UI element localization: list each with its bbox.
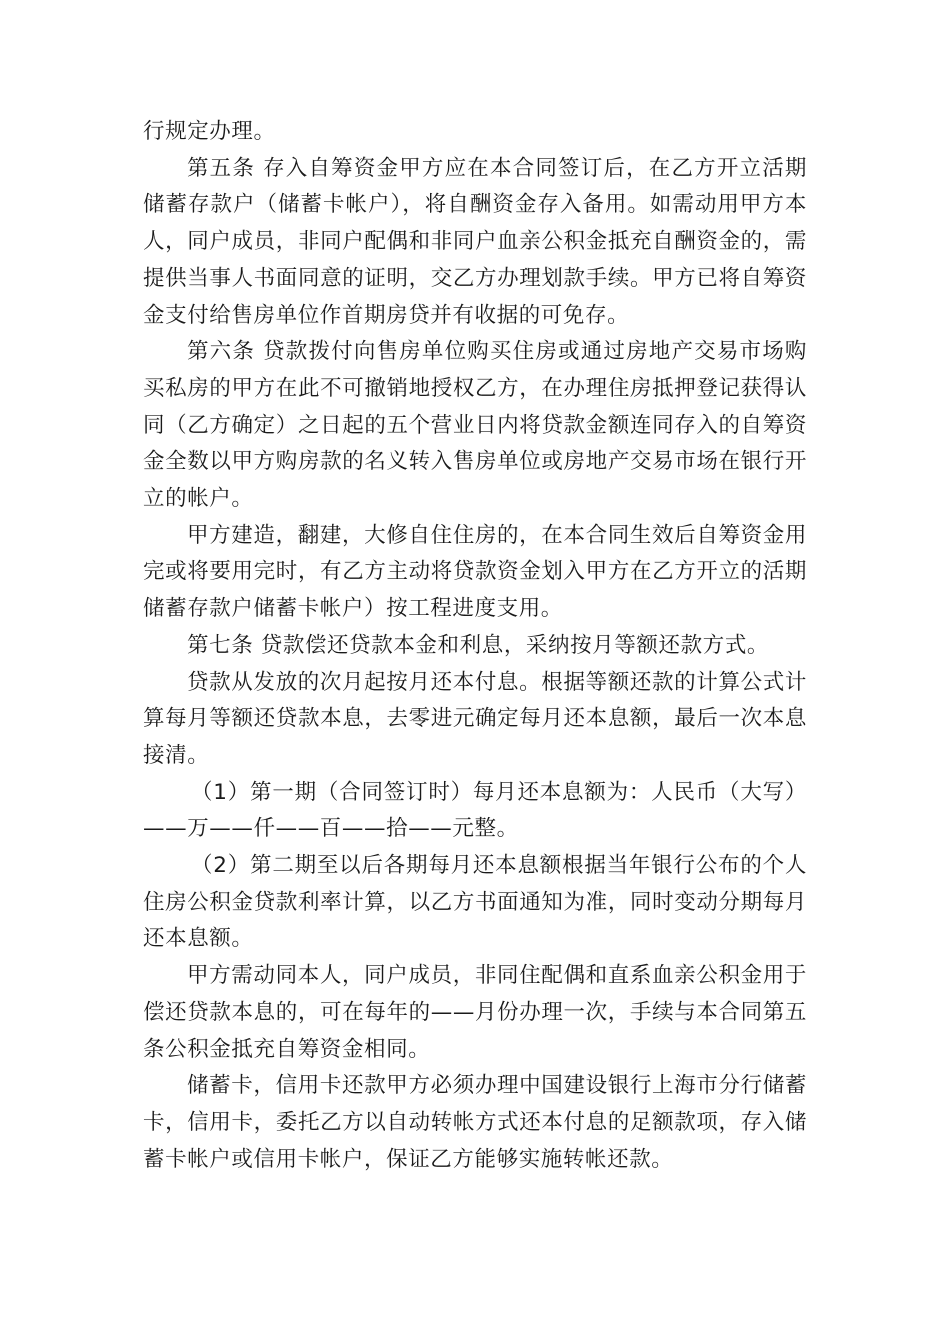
paragraph-repayment-method: 贷款从发放的次月起按月还本付息。根据等额还款的计算公式计算每月等额还贷款本息，去零进元确定每月还本息额，最后一次本息接清。 xyxy=(143,669,807,768)
paragraph-article-7: 第七条 贷款偿还贷款本金和利息，采纳按月等额还款方式。 xyxy=(187,632,770,658)
paragraph-article-6: 第六条 贷款拨付向售房单位购买住房或通过房地产交易市场购买私房的甲方在此不可撤销地授权乙方，在办理住房抵押登记获得认同（乙方确定）之日起的五个营业日内将贷款金额连同存入的自筹资金全数以甲方购房款的名义转入售房单位或房地产交易市场在银行开立的帐户。 xyxy=(143,339,807,512)
document-body xyxy=(143,114,807,1178)
paragraph-provident-fund: 甲方需动同本人，同户成员，非同住配偶和直系血亲公积金用于偿还贷款本息的，可在每年的——月份办理一次，手续与本合同第五条公积金抵充自筹资金相同。 xyxy=(143,963,807,1062)
paragraph-item-1: （1）第一期（合同签订时）每月还本息额为：人民币（大写）——万——仟——百——拾——元整。 xyxy=(143,779,807,842)
paragraph-article-5: 第五条 存入自筹资金甲方应在本合同签订后，在乙方开立活期储蓄存款户（储蓄卡帐户），将自酬资金存入备用。如需动用甲方本人，同户成员，非同户配偶和非同户血亲公积金抵充自酬资金的，需提供当事人书面同意的证明，交乙方办理划款手续。甲方已将自筹资金支付给售房单位作首期房贷并有收据的可免存。 xyxy=(143,155,807,328)
paragraph-construction: 甲方建造，翻建，大修自住住房的，在本合同生效后自筹资金用完或将要用完时，有乙方主动将贷款资金划入甲方在乙方开立的活期储蓄存款户储蓄卡帐户）按工程进度支用。 xyxy=(143,522,807,622)
paragraph-card-repayment: 储蓄卡，信用卡还款甲方必须办理中国建设银行上海市分行储蓄卡，信用卡，委托乙方以自动转帐方式还本付息的足额款项，存入储蓄卡帐户或信用卡帐户，保证乙方能够实施转帐还款。 xyxy=(143,1073,807,1172)
paragraph-continuation: 行规定办理。 xyxy=(143,119,276,144)
paragraph-item-2: （2）第二期至以后各期每月还本息额根据当年银行公布的个人住房公积金贷款利率计算，以乙方书面通知为准，同时变动分期每月还本息额。 xyxy=(143,853,807,952)
